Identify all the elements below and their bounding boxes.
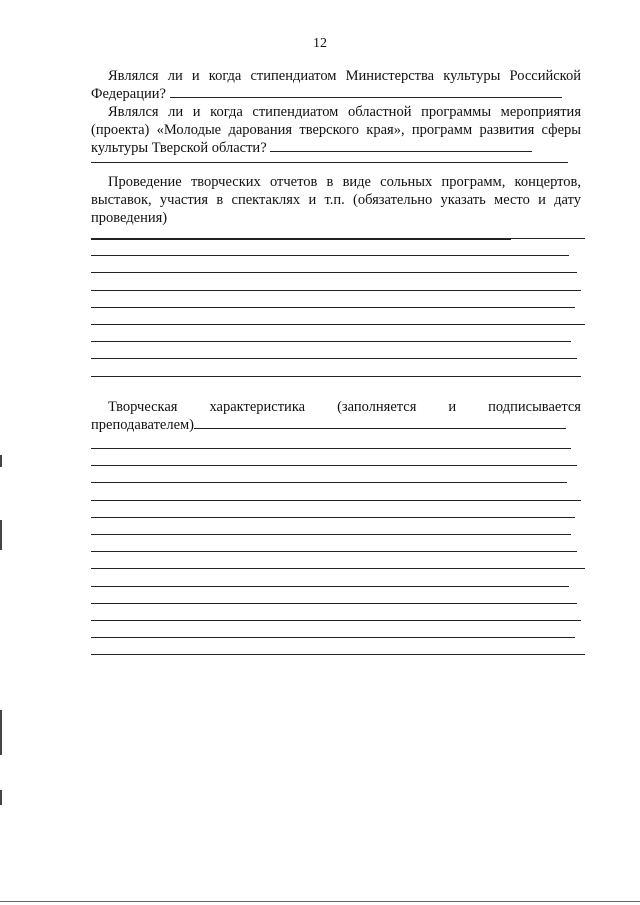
scan-edge-mark [0, 710, 2, 755]
answer-reports-line[interactable] [91, 238, 585, 239]
answer-reports-line[interactable] [91, 376, 581, 377]
answer-characteristics-line[interactable] [91, 534, 571, 535]
answer-regional-field[interactable] [270, 139, 532, 152]
answer-reports-line[interactable] [91, 255, 569, 256]
answer-characteristics-line[interactable] [91, 568, 585, 569]
answer-characteristics-line[interactable] [91, 551, 577, 552]
question-creative-reports [91, 173, 581, 245]
answer-reports-line[interactable] [91, 341, 571, 342]
scan-edge-mark [0, 520, 2, 550]
characteristics-teacher-text: преподавателем) [91, 417, 195, 433]
answer-characteristics-line[interactable] [91, 654, 585, 655]
answer-characteristics-line[interactable] [91, 482, 567, 483]
answer-characteristics-field[interactable] [194, 416, 566, 429]
question-regional-scholarship [91, 103, 581, 157]
answer-ministry-field[interactable] [170, 85, 562, 98]
answer-reports-line[interactable] [91, 272, 577, 273]
characteristics-word: Творческая [108, 399, 178, 415]
answer-characteristics-line[interactable] [91, 586, 569, 587]
answer-regional-line[interactable] [91, 162, 568, 163]
characteristics-word: и [448, 399, 457, 415]
answer-characteristics-line[interactable] [91, 620, 581, 621]
question-regional-text: Являлся ли и когда стипендиатом областной программы мероприятия (проекта) «Молодые дарования тверского края», программ развития сферы культуры Тверской области? [91, 104, 581, 156]
answer-reports-line[interactable] [91, 290, 581, 291]
characteristics-second-line [91, 416, 581, 434]
characteristics-word: характеристика [209, 399, 306, 415]
answer-characteristics-line[interactable] [91, 637, 575, 638]
answer-reports-line[interactable] [91, 307, 575, 308]
scan-edge-mark [0, 455, 2, 467]
characteristics-heading-line [91, 398, 581, 416]
answer-characteristics-line[interactable] [91, 517, 575, 518]
answer-characteristics-line[interactable] [91, 465, 577, 466]
question-reports-text: Проведение творческих отчетов в виде сольных программ, концертов, выставок, участия в спектаклях и т.п. (обязательно указать место и дату проведения) [91, 174, 581, 226]
question-characteristics [91, 398, 581, 434]
answer-reports-line[interactable] [91, 358, 577, 359]
page-bottom-edge [0, 901, 640, 902]
question-ministry-scholarship [91, 67, 581, 103]
characteristics-word: (заполняется [337, 399, 417, 415]
answer-characteristics-line[interactable] [91, 500, 581, 501]
answer-characteristics-line[interactable] [91, 448, 571, 449]
answer-characteristics-line[interactable] [91, 603, 577, 604]
characteristics-word: подписывается [488, 399, 581, 415]
scan-edge-mark [0, 790, 2, 805]
question-ministry-text: Являлся ли и когда стипендиатом Министерства культуры Российской Федерации? [91, 68, 581, 102]
page-number: 12 [313, 36, 327, 51]
answer-reports-line[interactable] [91, 324, 585, 325]
